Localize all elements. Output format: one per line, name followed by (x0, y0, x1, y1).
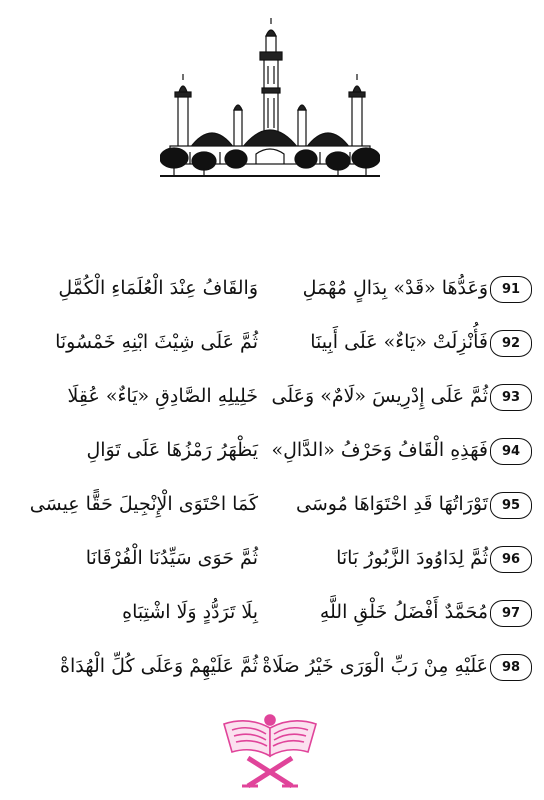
verse-number-badge: 95 (490, 492, 532, 519)
verse-number-badge: 92 (490, 330, 532, 357)
verse-row (0, 646, 544, 694)
verse-number-badge: 94 (490, 438, 532, 465)
verse-first-hemistich: فَهَذِهِ الْقَافُ وَحَرْفُ «الدَّالِ» (271, 439, 488, 461)
verse-list (0, 268, 544, 688)
verse-row (0, 430, 544, 478)
verse-second-hemistich: كَمَا احْتَوَى الْإِنْجِيلَ حَقًّا عِيسَى (29, 493, 258, 515)
verse-second-hemistich: وَالقَافُ عِنْدَ الْعُلَمَاءِ الْكُمَّلِ (58, 277, 258, 299)
verse-row (0, 538, 544, 586)
verse-first-hemistich: فَأُنْزِلَتْ «يَاءٌ» عَلَى أَبِينَا (310, 331, 488, 353)
verse-first-hemistich: عَلَيْهِ مِنْ رَبِّ الْوَرَى خَيْرُ صَلَاةْ (262, 655, 488, 677)
verse-number-badge: 97 (490, 600, 532, 627)
verse-row (0, 322, 544, 370)
verse-second-hemistich: بِلَا تَرَدُّدٍ وَلَا اشْتِبَاهِ (122, 601, 258, 623)
verse-number-badge: 98 (490, 654, 532, 681)
verse-row (0, 376, 544, 424)
verse-first-hemistich: ثُمَّ عَلَى إِدْرِيسَ «لَامٌ» وَعَلَى (271, 385, 488, 407)
verse-first-hemistich: مُحَمَّدٌ أَفْضَلُ خَلْقِ اللَّهِ (319, 601, 488, 623)
verse-number-badge: 93 (490, 384, 532, 411)
verse-row (0, 592, 544, 640)
verse-number-badge: 96 (490, 546, 532, 573)
verse-second-hemistich: ثُمَّ عَلَيْهِمْ وَعَلَى كُلِّ الْهُدَاةْ (60, 655, 258, 677)
verse-second-hemistich: ثُمَّ عَلَى شِيْثَ ابْنِهِ خَمْسُونَا (55, 331, 258, 353)
verse-second-hemistich: يَظْهَرُ رَمْزُهَا عَلَى تَوَالِ (86, 439, 258, 461)
verse-first-hemistich: وَعَدُّهَا «قَدْ» بِدَالٍ مُهْمَلِ (302, 277, 488, 299)
open-quran-on-stand-icon (218, 706, 322, 788)
verse-second-hemistich: خَلِيلِهِ الصَّادِقِ «يَاءٌ» عُقِلَا (67, 385, 258, 407)
verse-first-hemistich: ثُمَّ لِدَاوُودَ الزَّبُورُ بَانَا (336, 547, 488, 569)
mosque-illustration (160, 18, 380, 188)
verse-second-hemistich: ثُمَّ حَوَى سَيِّدُنَا الْفُرْقَانَا (85, 547, 258, 569)
verse-first-hemistich: تَوْرَاتُهَا قَدِ احْتَوَاهَا مُوسَى (296, 493, 488, 515)
verse-row (0, 484, 544, 532)
verse-number-badge: 91 (490, 276, 532, 303)
verse-row (0, 268, 544, 316)
